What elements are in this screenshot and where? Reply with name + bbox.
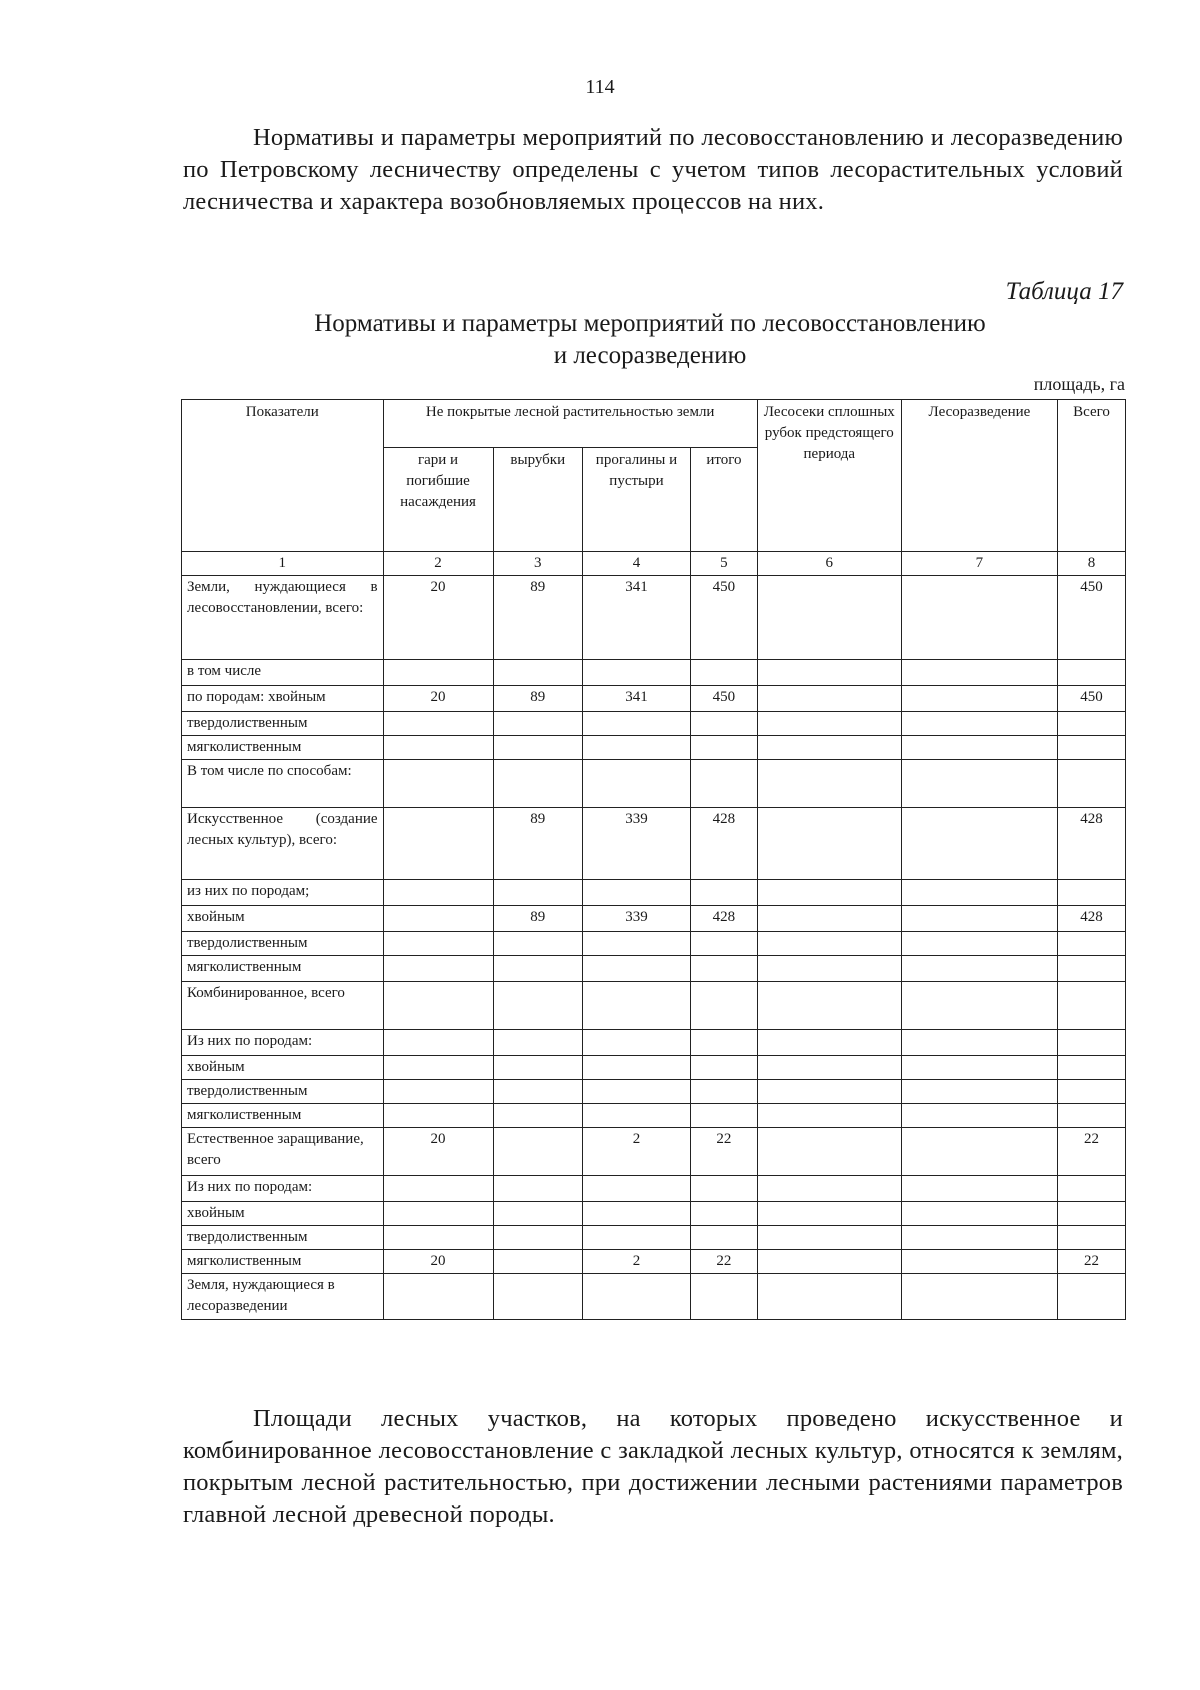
- cell-c8: [1058, 1104, 1126, 1128]
- cell-c3: [493, 1202, 582, 1226]
- cell-c6: [757, 880, 901, 906]
- cell-c6: [757, 1080, 901, 1104]
- cell-c4: [583, 760, 691, 808]
- cell-c6: [757, 1176, 901, 1202]
- col-number: 4: [583, 552, 691, 576]
- cell-c3: [493, 1030, 582, 1056]
- cell-c7: [901, 660, 1057, 686]
- row-label: хвойным: [182, 906, 384, 932]
- cell-c2: 20: [383, 1250, 493, 1274]
- cell-c3: 89: [493, 906, 582, 932]
- row-label: хвойным: [182, 1202, 384, 1226]
- cell-c4: [583, 1080, 691, 1104]
- cell-c6: [757, 1030, 901, 1056]
- cell-c8: 428: [1058, 906, 1126, 932]
- col-number: 8: [1058, 552, 1126, 576]
- cell-c5: [690, 1176, 757, 1202]
- cell-c7: [901, 1104, 1057, 1128]
- cell-c6: [757, 956, 901, 982]
- table-row: [182, 956, 1126, 982]
- table-row: [182, 906, 1126, 932]
- cell-c2: [383, 1202, 493, 1226]
- row-label: мягколиственным: [182, 1104, 384, 1128]
- cell-c5: 22: [690, 1128, 757, 1176]
- cell-c7: [901, 1226, 1057, 1250]
- cell-c3: [493, 1176, 582, 1202]
- column-number-row: [182, 552, 1126, 576]
- cell-c3: 89: [493, 808, 582, 880]
- cell-c6: [757, 1104, 901, 1128]
- col-number: 2: [383, 552, 493, 576]
- cell-c5: 428: [690, 808, 757, 880]
- cell-c8: [1058, 736, 1126, 760]
- cell-c4: [583, 1176, 691, 1202]
- cell-c2: [383, 660, 493, 686]
- cell-c7: [901, 982, 1057, 1030]
- table-row: [182, 760, 1126, 808]
- row-label: Комбинированное, всего: [182, 982, 384, 1030]
- cell-c2: 20: [383, 1128, 493, 1176]
- cell-c7: [901, 1250, 1057, 1274]
- row-label: В том числе по способам:: [182, 760, 384, 808]
- row-label: по породам: хвойным: [182, 686, 384, 712]
- cell-c5: 450: [690, 576, 757, 660]
- row-label: твердолиственным: [182, 932, 384, 956]
- cell-c3: [493, 760, 582, 808]
- table-row: [182, 932, 1126, 956]
- cell-c5: [690, 660, 757, 686]
- row-label: твердолиственным: [182, 1080, 384, 1104]
- cell-c2: [383, 906, 493, 932]
- cell-c5: [690, 1030, 757, 1056]
- cell-c8: [1058, 1274, 1126, 1320]
- cell-c8: 22: [1058, 1128, 1126, 1176]
- cell-c6: [757, 660, 901, 686]
- table-row: [182, 880, 1126, 906]
- cell-c2: 20: [383, 576, 493, 660]
- col-number: 7: [901, 552, 1057, 576]
- cell-c7: [901, 1080, 1057, 1104]
- table-title: [0, 308, 1200, 372]
- cell-c6: [757, 932, 901, 956]
- col-number: 1: [182, 552, 384, 576]
- cell-c6: [757, 906, 901, 932]
- cell-c4: [583, 1104, 691, 1128]
- cell-c5: 22: [690, 1250, 757, 1274]
- cell-c5: [690, 1056, 757, 1080]
- cell-c5: [690, 1202, 757, 1226]
- header-clearcut: Лесосеки сплошных рубок предстоящего периода: [757, 400, 901, 552]
- cell-c8: [1058, 1056, 1126, 1080]
- cell-c4: [583, 1274, 691, 1320]
- cell-c3: [493, 660, 582, 686]
- cell-c4: [583, 1226, 691, 1250]
- row-label: Из них по породам:: [182, 1176, 384, 1202]
- cell-c8: [1058, 1080, 1126, 1104]
- table-row: [182, 1202, 1126, 1226]
- table-row: [182, 1176, 1126, 1202]
- cell-c4: 2: [583, 1250, 691, 1274]
- norms-table: [181, 399, 1126, 1320]
- cell-c3: 89: [493, 686, 582, 712]
- cell-c2: 20: [383, 686, 493, 712]
- cell-c7: [901, 1202, 1057, 1226]
- cell-c3: [493, 1250, 582, 1274]
- cell-c3: [493, 1274, 582, 1320]
- row-label: мягколиственным: [182, 956, 384, 982]
- cell-c8: 428: [1058, 808, 1126, 880]
- header-afforestation: Лесоразведение: [901, 400, 1057, 552]
- cell-c7: [901, 712, 1057, 736]
- cell-c6: [757, 712, 901, 736]
- row-label: Естественное заращивание, всего: [182, 1128, 384, 1176]
- cell-c5: [690, 956, 757, 982]
- cell-c5: [690, 712, 757, 736]
- cell-c7: [901, 1030, 1057, 1056]
- header-not-covered: Не покрытые лесной растительностью земли: [383, 400, 757, 448]
- table-row: [182, 576, 1126, 660]
- table-row: [182, 808, 1126, 880]
- cell-c5: [690, 1104, 757, 1128]
- table-row: [182, 1250, 1126, 1274]
- table-row: [182, 712, 1126, 736]
- cell-c3: [493, 1128, 582, 1176]
- header-glades: прогалины и пустыри: [583, 448, 691, 552]
- cell-c4: 2: [583, 1128, 691, 1176]
- cell-c2: [383, 712, 493, 736]
- cell-c5: [690, 1226, 757, 1250]
- table-row: [182, 982, 1126, 1030]
- cell-c8: [1058, 1202, 1126, 1226]
- cell-c2: [383, 1274, 493, 1320]
- cell-c4: [583, 736, 691, 760]
- cell-c7: [901, 906, 1057, 932]
- cell-c6: [757, 576, 901, 660]
- cell-c4: 341: [583, 686, 691, 712]
- page-number: 114: [585, 76, 615, 98]
- units-label: площадь, га: [1033, 374, 1125, 394]
- cell-c8: [1058, 956, 1126, 982]
- row-label: хвойным: [182, 1056, 384, 1080]
- row-label: из них по породам;: [182, 880, 384, 906]
- cell-c2: [383, 1056, 493, 1080]
- table-title-line1: Нормативы и параметры мероприятий по лесовосстановлению: [314, 310, 986, 337]
- cell-c3: [493, 736, 582, 760]
- row-label: Из них по породам:: [182, 1030, 384, 1056]
- cell-c3: [493, 956, 582, 982]
- row-label: твердолиственным: [182, 1226, 384, 1250]
- cell-c3: [493, 712, 582, 736]
- cell-c3: [493, 1104, 582, 1128]
- cell-c5: [690, 736, 757, 760]
- cell-c8: [1058, 1226, 1126, 1250]
- cell-c3: [493, 880, 582, 906]
- cell-c2: [383, 1080, 493, 1104]
- row-label: в том числе: [182, 660, 384, 686]
- cell-c7: [901, 932, 1057, 956]
- cell-c6: [757, 686, 901, 712]
- cell-c8: 450: [1058, 576, 1126, 660]
- table-row: [182, 1274, 1126, 1320]
- cell-c2: [383, 1226, 493, 1250]
- cell-c6: [757, 1274, 901, 1320]
- cell-c2: [383, 982, 493, 1030]
- table-row: [182, 1128, 1126, 1176]
- cell-c5: 428: [690, 906, 757, 932]
- cell-c7: [901, 880, 1057, 906]
- cell-c6: [757, 808, 901, 880]
- table-body: [182, 552, 1126, 1320]
- col-number: 5: [690, 552, 757, 576]
- cell-c6: [757, 760, 901, 808]
- cell-c4: [583, 1202, 691, 1226]
- cell-c7: [901, 1176, 1057, 1202]
- cell-c2: [383, 736, 493, 760]
- cell-c3: [493, 1226, 582, 1250]
- intro-paragraph: Нормативы и параметры мероприятий по лесовосстановлению и лесоразведению по Петровскому лесничеству определены с учетом типов лесорастительных условий лесничества и характера возобновляемых процессов на них.: [183, 124, 1123, 215]
- cell-c7: [901, 808, 1057, 880]
- cell-c2: [383, 1104, 493, 1128]
- cell-c4: [583, 660, 691, 686]
- table-label: Таблица 17: [1005, 278, 1123, 305]
- cell-c8: [1058, 1176, 1126, 1202]
- col-number: 3: [493, 552, 582, 576]
- cell-c5: [690, 760, 757, 808]
- cell-c6: [757, 1056, 901, 1080]
- cell-c7: [901, 736, 1057, 760]
- cell-c2: [383, 760, 493, 808]
- cell-c5: [690, 1274, 757, 1320]
- cell-c5: [690, 932, 757, 956]
- cell-c7: [901, 686, 1057, 712]
- table-row: [182, 1056, 1126, 1080]
- cell-c5: [690, 880, 757, 906]
- row-label: Искусственное (создание лесных культур), всего:: [182, 808, 384, 880]
- table-row: [182, 686, 1126, 712]
- cell-c8: [1058, 1030, 1126, 1056]
- cell-c8: [1058, 660, 1126, 686]
- cell-c5: 450: [690, 686, 757, 712]
- cell-c2: [383, 880, 493, 906]
- col-number: 6: [757, 552, 901, 576]
- table-row: [182, 1080, 1126, 1104]
- cell-c7: [901, 576, 1057, 660]
- cell-c4: [583, 712, 691, 736]
- row-label: твердолиственным: [182, 712, 384, 736]
- cell-c4: [583, 982, 691, 1030]
- cell-c7: [901, 1128, 1057, 1176]
- cell-c3: 89: [493, 576, 582, 660]
- cell-c7: [901, 1056, 1057, 1080]
- cell-c2: [383, 932, 493, 956]
- header-cuttings: вырубки: [493, 448, 582, 552]
- table-row: [182, 660, 1126, 686]
- cell-c4: [583, 956, 691, 982]
- cell-c8: [1058, 712, 1126, 736]
- cell-c2: [383, 808, 493, 880]
- cell-c2: [383, 1030, 493, 1056]
- row-label: мягколиственным: [182, 1250, 384, 1274]
- cell-c2: [383, 956, 493, 982]
- cell-c8: 22: [1058, 1250, 1126, 1274]
- cell-c4: [583, 932, 691, 956]
- cell-c4: 341: [583, 576, 691, 660]
- cell-c3: [493, 1056, 582, 1080]
- cell-c3: [493, 982, 582, 1030]
- cell-c4: 339: [583, 906, 691, 932]
- cell-c7: [901, 1274, 1057, 1320]
- cell-c7: [901, 760, 1057, 808]
- cell-c4: [583, 880, 691, 906]
- cell-c2: [383, 1176, 493, 1202]
- table-row: [182, 1030, 1126, 1056]
- table-title-line2: и лесоразведению: [553, 342, 747, 369]
- cell-c4: [583, 1030, 691, 1056]
- header-total: Всего: [1058, 400, 1126, 552]
- row-label: мягколиственным: [182, 736, 384, 760]
- cell-c3: [493, 1080, 582, 1104]
- cell-c4: [583, 1056, 691, 1080]
- cell-c6: [757, 736, 901, 760]
- table-row: [182, 736, 1126, 760]
- cell-c7: [901, 956, 1057, 982]
- header-total-sub: итого: [690, 448, 757, 552]
- cell-c8: [1058, 880, 1126, 906]
- cell-c8: [1058, 982, 1126, 1030]
- cell-c5: [690, 1080, 757, 1104]
- cell-c4: 339: [583, 808, 691, 880]
- cell-c6: [757, 982, 901, 1030]
- cell-c6: [757, 1226, 901, 1250]
- row-label: Земля, нуждающиеся в лесоразведении: [182, 1274, 384, 1320]
- row-label: Земли, нуждающиеся в лесовосстановлении, всего:: [182, 576, 384, 660]
- cell-c8: [1058, 932, 1126, 956]
- header-burnt: гари и погибшие насаждения: [383, 448, 493, 552]
- header-indicators: Показатели: [182, 400, 384, 552]
- cell-c5: [690, 982, 757, 1030]
- cell-c6: [757, 1128, 901, 1176]
- cell-c6: [757, 1202, 901, 1226]
- cell-c6: [757, 1250, 901, 1274]
- cell-c3: [493, 932, 582, 956]
- table-row: [182, 1226, 1126, 1250]
- outro-paragraph: Площади лесных участков, на которых проведено искусственное и комбинированное лесовосстановление с закладкой лесных культур, относятся к землям, покрытым лесной растительностью, при достижении лесными растениями параметров главной лесной древесной породы.: [183, 1405, 1123, 1528]
- table-row: [182, 1104, 1126, 1128]
- cell-c8: [1058, 760, 1126, 808]
- cell-c8: 450: [1058, 686, 1126, 712]
